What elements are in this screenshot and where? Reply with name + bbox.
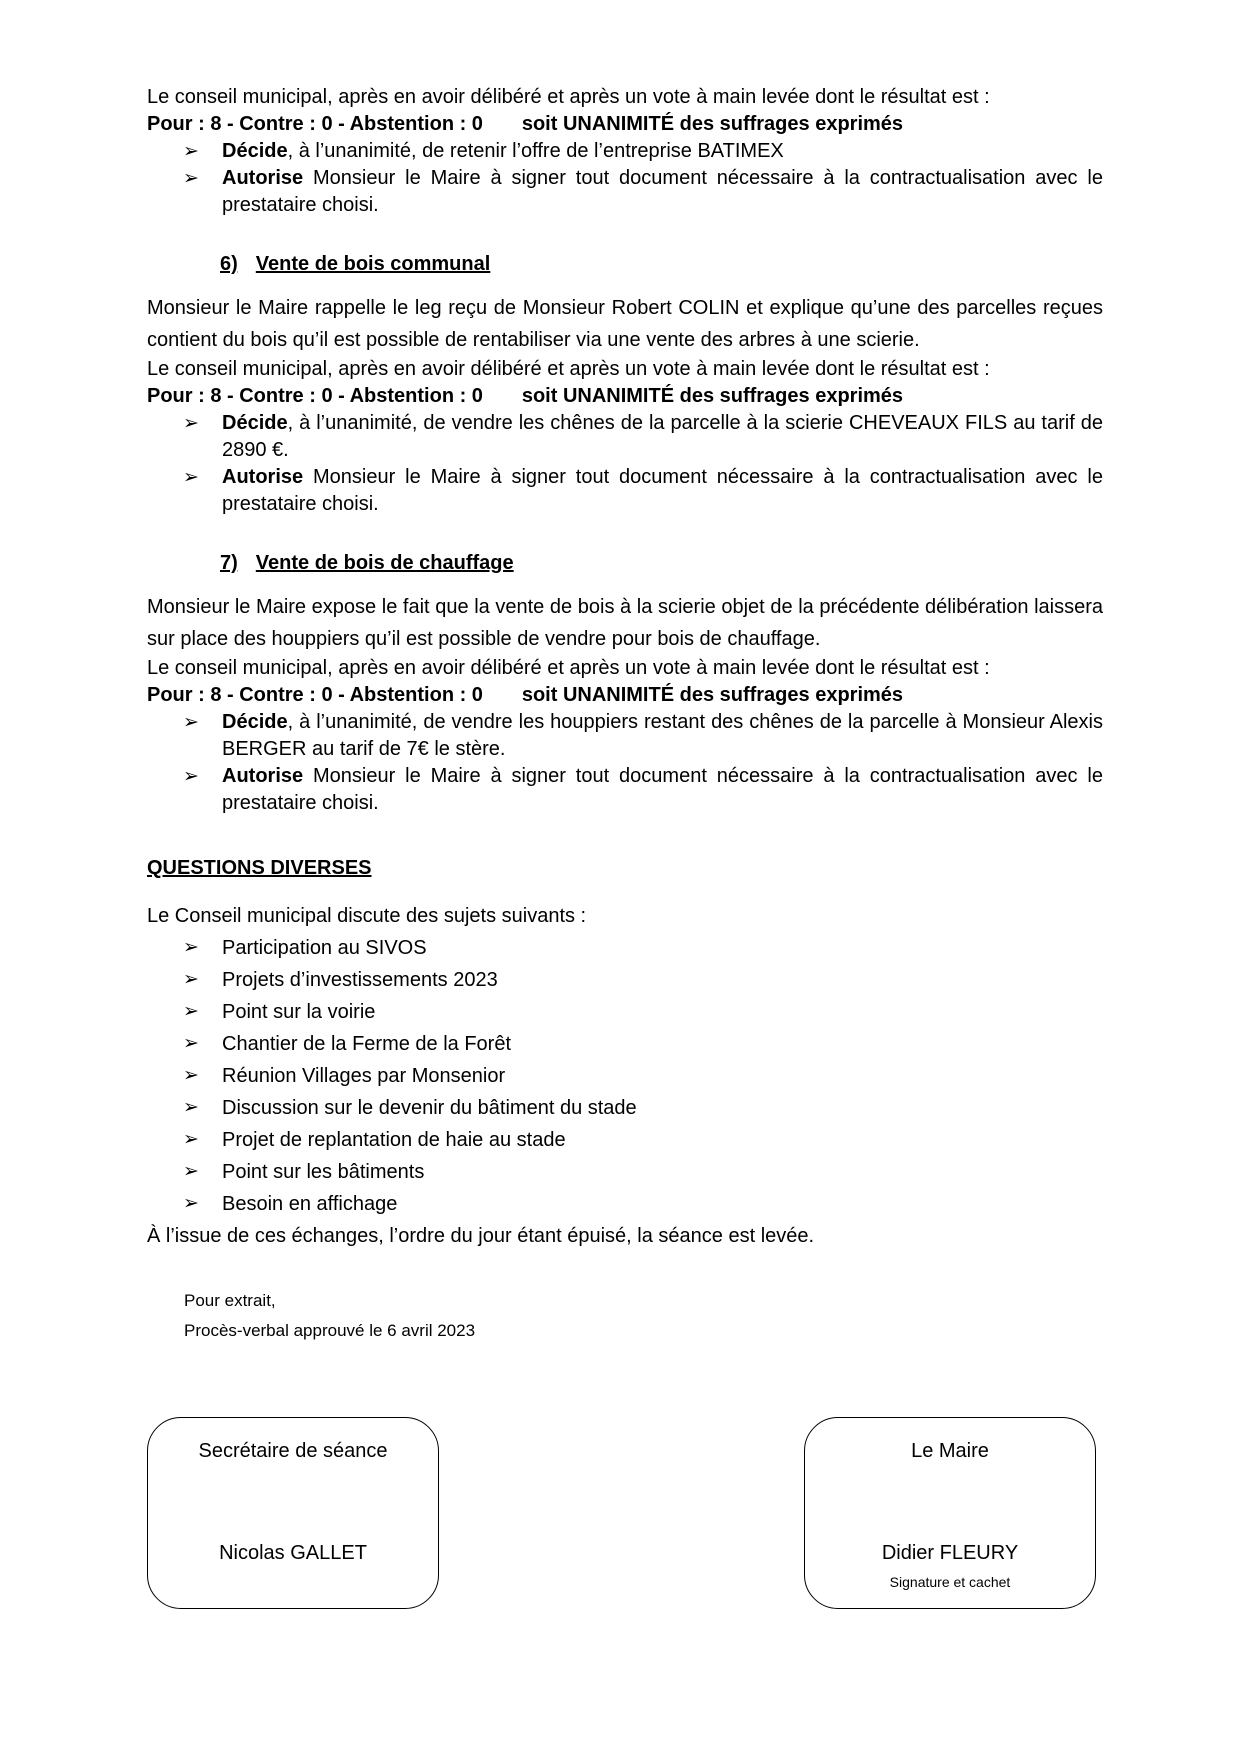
decision-list — [147, 138, 1103, 219]
arrow-bullet-icon: ➢ — [183, 1193, 199, 1214]
vote-text: Le conseil municipal, après en avoir délibéré et après un vote à main levée dont le résultat est : — [147, 657, 990, 679]
arrow-bullet-icon: ➢ — [183, 766, 199, 787]
list-item: ➢ Chantier de la Ferme de la Forêt — [147, 1028, 1103, 1060]
arrow-bullet-icon: ➢ — [183, 1097, 199, 1118]
signature-name: Nicolas GALLET — [219, 1542, 367, 1564]
decision-list — [147, 410, 1103, 518]
decision-list — [147, 709, 1103, 817]
arrow-bullet-icon: ➢ — [183, 467, 199, 488]
list-item: ➢ Projet de replantation de haie au stade — [147, 1124, 1103, 1156]
arrow-bullet-icon: ➢ — [183, 141, 199, 162]
signature-name: Didier FLEURY — [881, 1542, 1019, 1564]
list-item: ➢ Projets d’investissements 2023 — [147, 964, 1103, 996]
vote-result: Pour : 8 - Contre : 0 - Abstention : 0 soit UNANIMITÉ des suffrages exprimés — [147, 113, 904, 135]
vote-result: Pour : 8 - Contre : 0 - Abstention : 0 soit UNANIMITÉ des suffrages exprimés — [147, 385, 904, 407]
vote-text: Le conseil municipal, après en avoir délibéré et après un vote à main levée dont le résultat est : — [147, 358, 990, 380]
signature-note: Signature et cachet — [889, 1574, 1011, 1590]
list-item: ➢ Décide, à l’unanimité, de vendre les chênes de la parcelle à la scierie CHEVEAUX FILS au tarif de 2890 €. — [183, 412, 1103, 461]
section-body: Monsieur le Maire expose le fait que la vente de bois à la scierie objet de la précédente délibération laissera sur place des houppiers qu’il est possible de vendre pour bois de chauffage. — [147, 596, 1103, 650]
extract-line: Pour extrait, — [184, 1291, 276, 1310]
arrow-bullet-icon: ➢ — [183, 969, 199, 990]
arrow-bullet-icon: ➢ — [183, 937, 199, 958]
approval-line: Procès-verbal approuvé le 6 avril 2023 — [184, 1321, 476, 1340]
questions-heading: QUESTIONS DIVERSES — [147, 857, 372, 879]
signature-role: Le Maire — [911, 1440, 989, 1462]
signature-role: Secrétaire de séance — [198, 1440, 388, 1462]
section-heading: 7) Vente de bois de chauffage — [220, 552, 514, 574]
list-item: ➢ Participation au SIVOS — [147, 932, 1103, 964]
arrow-bullet-icon: ➢ — [183, 1161, 199, 1182]
list-item: ➢ Décide, à l’unanimité, de retenir l’offre de l’entreprise BATIMEX — [147, 138, 1103, 165]
list-item: ➢ Autorise Monsieur le Maire à signer tout document nécessaire à la contractualisation avec le prestataire choisi. — [183, 765, 1103, 814]
arrow-bullet-icon: ➢ — [183, 1033, 199, 1054]
vote-result: Pour : 8 - Contre : 0 - Abstention : 0 soit UNANIMITÉ des suffrages exprimés — [147, 684, 904, 706]
questions-intro: Le Conseil municipal discute des sujets suivants : — [147, 905, 587, 927]
arrow-bullet-icon: ➢ — [183, 712, 199, 733]
list-item: ➢ Autorise Monsieur le Maire à signer tout document nécessaire à la contractualisation avec le prestataire choisi. — [183, 167, 1103, 216]
vote-text: Le conseil municipal, après en avoir délibéré et après un vote à main levée dont le résultat est : — [147, 86, 990, 108]
secretary-signature-box — [147, 1417, 439, 1609]
section-heading: 6) Vente de bois communal — [220, 253, 491, 275]
list-item: ➢ Discussion sur le devenir du bâtiment du stade — [147, 1092, 1103, 1124]
mayor-signature-box — [804, 1417, 1096, 1609]
list-item: ➢ Point sur la voirie — [147, 996, 1103, 1028]
arrow-bullet-icon: ➢ — [183, 1129, 199, 1150]
arrow-bullet-icon: ➢ — [183, 1065, 199, 1086]
closing-statement: À l’issue de ces échanges, l’ordre du jour étant épuisé, la séance est levée. — [147, 1225, 815, 1247]
section-body: Monsieur le Maire rappelle le leg reçu de Monsieur Robert COLIN et explique qu’une des parcelles reçues contient du bois qu’il est possible de rentabiliser via une vente des arbres à une scierie. — [147, 297, 1103, 351]
extract-note — [184, 1286, 1103, 1346]
topics-list — [147, 932, 1103, 1220]
list-item: ➢ Autorise Monsieur le Maire à signer tout document nécessaire à la contractualisation avec le prestataire choisi. — [183, 466, 1103, 515]
arrow-bullet-icon: ➢ — [183, 413, 199, 434]
list-item: ➢ Réunion Villages par Monsenior — [147, 1060, 1103, 1092]
list-item: ➢ Besoin en affichage — [147, 1188, 1103, 1220]
list-item: ➢ Décide, à l’unanimité, de vendre les houppiers restant des chênes de la parcelle à Monsieur Alexis BERGER au tarif de 7€ le stère. — [183, 711, 1103, 760]
document-page — [147, 84, 1103, 1346]
arrow-bullet-icon: ➢ — [183, 1001, 199, 1022]
list-item: ➢ Point sur les bâtiments — [147, 1156, 1103, 1188]
arrow-bullet-icon: ➢ — [183, 168, 199, 189]
